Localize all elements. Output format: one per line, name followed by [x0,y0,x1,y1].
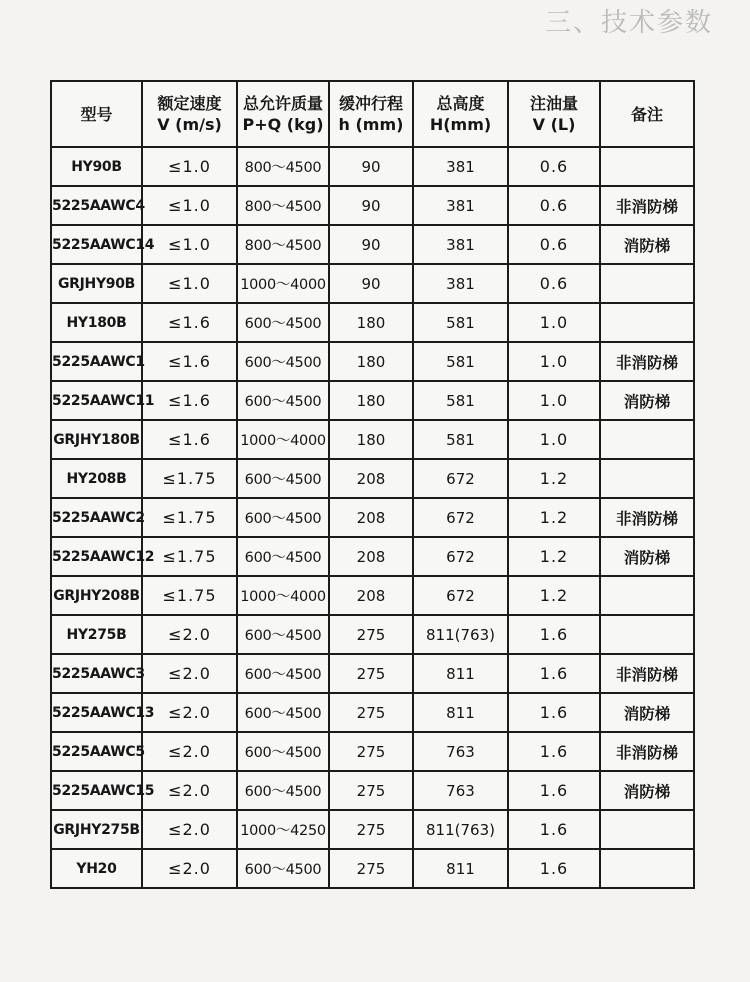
cell-note: 非消防梯 [600,342,694,381]
header-note-label: 备注 [630,104,663,124]
header-speed-label: 额定速度 [157,94,222,113]
header-note [600,81,694,147]
header-speed [142,81,237,147]
cell-note: 非消防梯 [600,498,694,537]
cell-stroke: 90 [329,225,413,264]
cell-speed: ≤1.0 [142,225,237,264]
cell-model: HY208B [51,459,142,498]
cell-note: 非消防梯 [600,186,694,225]
cell-mass: 800～4500 [237,225,329,264]
table-row [51,654,694,693]
cell-model: 5225AAWC12 [51,537,142,576]
table-row [51,498,694,537]
cell-speed: ≤1.75 [142,498,237,537]
cell-mass: 1000～4000 [237,264,329,303]
cell-model: HY275B [51,615,142,654]
table-row [51,810,694,849]
table-row [51,342,694,381]
header-row [51,81,694,147]
cell-mass: 600～4500 [237,654,329,693]
cell-mass: 600～4500 [237,693,329,732]
cell-note: 消防梯 [600,693,694,732]
cell-oil: 1.2 [508,537,600,576]
cell-oil: 1.6 [508,615,600,654]
header-height-unit: H(mm) [429,115,492,134]
cell-speed: ≤1.6 [142,342,237,381]
table-row [51,225,694,264]
cell-speed: ≤1.75 [142,537,237,576]
cell-model: 5225AAWC2 [51,498,142,537]
cell-note: 非消防梯 [600,732,694,771]
cell-model: 5225AAWC1 [51,342,142,381]
cell-speed: ≤2.0 [142,615,237,654]
cell-speed: ≤1.75 [142,459,237,498]
cell-model: GRJHY180B [51,420,142,459]
cell-height: 811 [413,849,508,888]
cell-stroke: 180 [329,420,413,459]
cell-note [600,576,694,615]
cell-speed: ≤1.6 [142,381,237,420]
cell-stroke: 90 [329,186,413,225]
cell-height: 581 [413,381,508,420]
cell-speed: ≤2.0 [142,849,237,888]
cell-speed: ≤2.0 [142,810,237,849]
cell-mass: 1000～4000 [237,576,329,615]
cell-oil: 1.0 [508,342,600,381]
header-oil [508,81,600,147]
header-mass-label: 总允许质量 [242,94,323,113]
table-row [51,849,694,888]
cell-height: 672 [413,576,508,615]
cell-model: GRJHY208B [51,576,142,615]
cell-oil: 0.6 [508,147,600,186]
table-row [51,771,694,810]
cell-height: 381 [413,225,508,264]
cell-speed: ≤1.0 [142,264,237,303]
cell-model: HY90B [51,147,142,186]
cell-note [600,459,694,498]
cell-oil: 1.6 [508,771,600,810]
cell-mass: 600～4500 [237,537,329,576]
cell-model: 5225AAWC15 [51,771,142,810]
cell-note [600,849,694,888]
cell-height: 811 [413,654,508,693]
cell-speed: ≤2.0 [142,732,237,771]
cell-oil: 0.6 [508,264,600,303]
cell-height: 581 [413,303,508,342]
header-oil-unit: V (L) [532,115,576,134]
cell-mass: 1000～4250 [237,810,329,849]
cell-mass: 800～4500 [237,147,329,186]
cell-model: 5225AAWC3 [51,654,142,693]
header-oil-label: 注油量 [529,94,578,113]
header-height-label: 总高度 [436,94,485,113]
cell-height: 672 [413,459,508,498]
table-row [51,264,694,303]
cell-stroke: 275 [329,849,413,888]
cell-height: 581 [413,342,508,381]
cell-height: 811 [413,693,508,732]
cell-note [600,147,694,186]
cell-speed: ≤1.6 [142,420,237,459]
table-row [51,459,694,498]
cell-note: 消防梯 [600,537,694,576]
cell-mass: 600～4500 [237,615,329,654]
cell-stroke: 180 [329,342,413,381]
cell-height: 763 [413,771,508,810]
cell-model: 5225AAWC4 [51,186,142,225]
cell-model: 5225AAWC14 [51,225,142,264]
table-row [51,732,694,771]
cell-stroke: 90 [329,147,413,186]
cell-mass: 600～4500 [237,732,329,771]
cell-note [600,420,694,459]
cell-stroke: 180 [329,303,413,342]
cell-model: 5225AAWC11 [51,381,142,420]
cell-speed: ≤1.0 [142,147,237,186]
cell-mass: 1000～4000 [237,420,329,459]
page-heading: 三、技术参数 [545,8,714,38]
cell-stroke: 275 [329,615,413,654]
cell-mass: 600～4500 [237,342,329,381]
cell-note: 消防梯 [600,225,694,264]
cell-speed: ≤2.0 [142,771,237,810]
spec-table-body [51,147,694,888]
cell-oil: 0.6 [508,225,600,264]
cell-mass: 600～4500 [237,498,329,537]
cell-speed: ≤1.75 [142,576,237,615]
cell-stroke: 275 [329,693,413,732]
table-row [51,186,694,225]
header-speed-unit: V (m/s) [157,115,222,134]
cell-oil: 1.0 [508,303,600,342]
cell-model: YH20 [51,849,142,888]
cell-oil: 1.6 [508,849,600,888]
cell-oil: 1.6 [508,732,600,771]
header-stroke-label: 缓冲行程 [338,94,403,113]
cell-oil: 0.6 [508,186,600,225]
cell-note [600,615,694,654]
cell-mass: 600～4500 [237,459,329,498]
cell-oil: 1.6 [508,810,600,849]
cell-model: HY180B [51,303,142,342]
cell-stroke: 90 [329,264,413,303]
table-row [51,693,694,732]
cell-speed: ≤2.0 [142,654,237,693]
cell-oil: 1.6 [508,654,600,693]
cell-model: 5225AAWC5 [51,732,142,771]
cell-note: 非消防梯 [600,654,694,693]
cell-oil: 1.2 [508,459,600,498]
header-model-label: 型号 [80,104,113,124]
table-row [51,615,694,654]
cell-stroke: 275 [329,810,413,849]
cell-note [600,303,694,342]
cell-mass: 600～4500 [237,303,329,342]
cell-stroke: 208 [329,576,413,615]
cell-mass: 600～4500 [237,849,329,888]
cell-mass: 600～4500 [237,771,329,810]
cell-oil: 1.6 [508,693,600,732]
table-row [51,420,694,459]
cell-stroke: 275 [329,732,413,771]
cell-height: 672 [413,537,508,576]
header-model [51,81,142,147]
cell-speed: ≤1.0 [142,186,237,225]
cell-oil: 1.2 [508,576,600,615]
cell-mass: 800～4500 [237,186,329,225]
cell-stroke: 208 [329,498,413,537]
table-row [51,537,694,576]
header-stroke-unit: h (mm) [338,115,404,134]
cell-height: 763 [413,732,508,771]
header-height [413,81,508,147]
cell-height: 811(763) [413,615,508,654]
table-row [51,303,694,342]
cell-oil: 1.2 [508,498,600,537]
cell-note [600,264,694,303]
cell-height: 581 [413,420,508,459]
header-mass [237,81,329,147]
table-row [51,576,694,615]
cell-height: 381 [413,147,508,186]
cell-model: 5225AAWC13 [51,693,142,732]
header-stroke [329,81,413,147]
header-mass-unit: P+Q (kg) [242,115,324,134]
spec-table-header [51,81,694,147]
cell-note: 消防梯 [600,771,694,810]
cell-height: 811(763) [413,810,508,849]
cell-height: 672 [413,498,508,537]
cell-stroke: 208 [329,537,413,576]
cell-height: 381 [413,264,508,303]
cell-oil: 1.0 [508,420,600,459]
cell-speed: ≤1.6 [142,303,237,342]
cell-note [600,810,694,849]
cell-stroke: 275 [329,771,413,810]
spec-table [50,80,695,889]
cell-height: 381 [413,186,508,225]
cell-note: 消防梯 [600,381,694,420]
table-row [51,147,694,186]
cell-stroke: 180 [329,381,413,420]
cell-speed: ≤2.0 [142,693,237,732]
table-row [51,381,694,420]
cell-model: GRJHY90B [51,264,142,303]
cell-stroke: 208 [329,459,413,498]
cell-stroke: 275 [329,654,413,693]
cell-oil: 1.0 [508,381,600,420]
cell-model: GRJHY275B [51,810,142,849]
cell-mass: 600～4500 [237,381,329,420]
